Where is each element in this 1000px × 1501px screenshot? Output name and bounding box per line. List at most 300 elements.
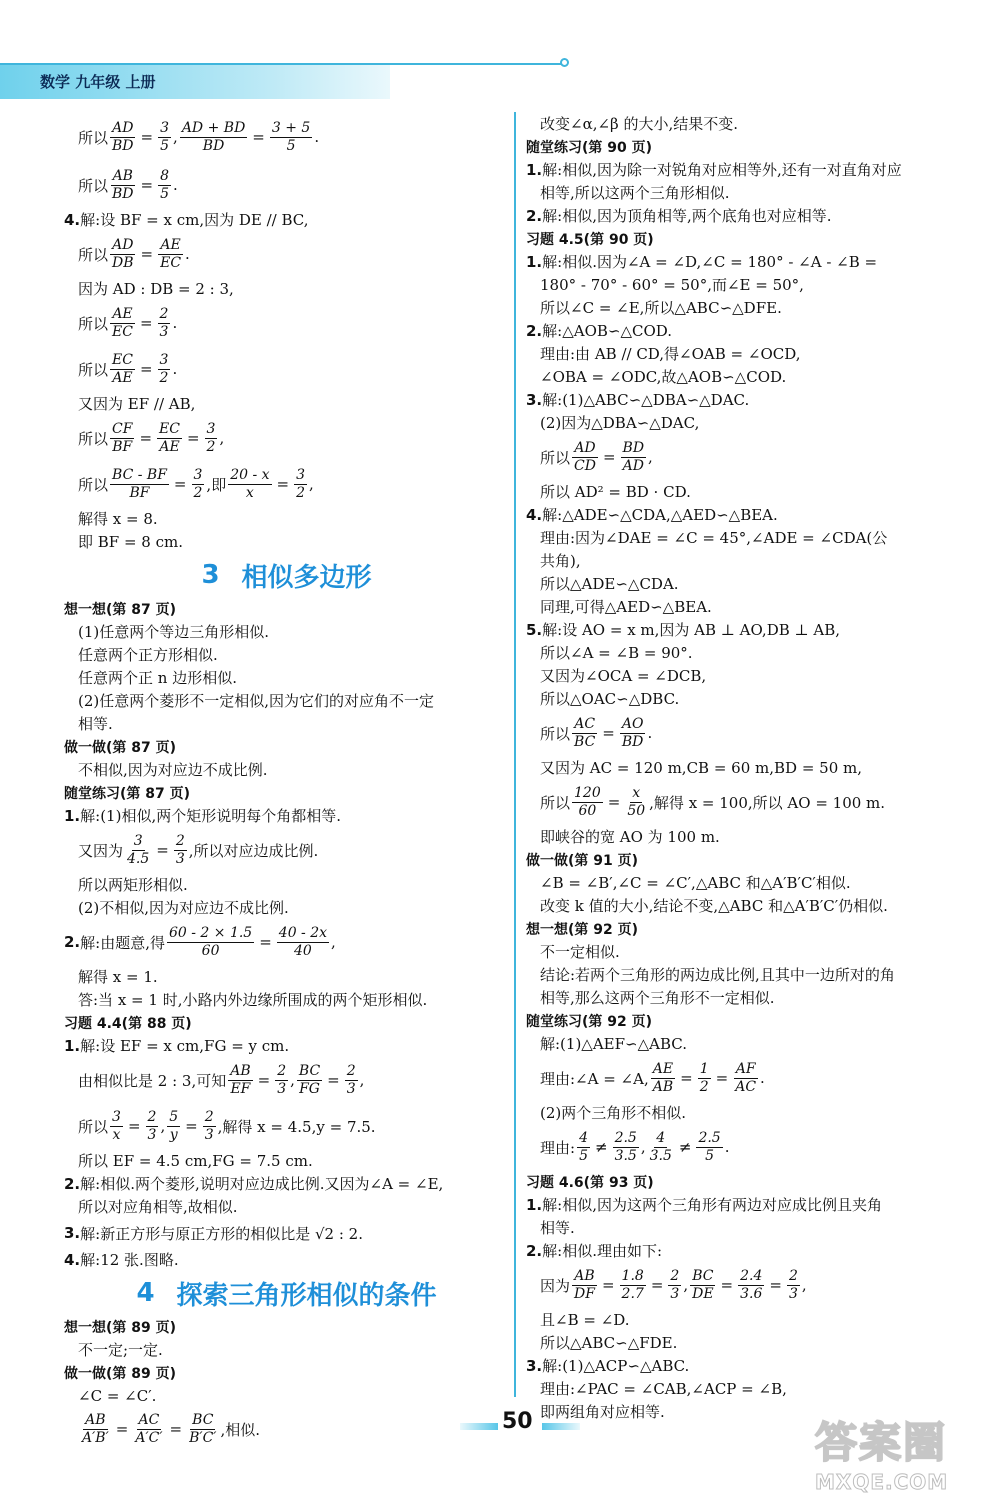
subsection-heading: 随堂练习(第 87 页): [64, 785, 191, 802]
numerator: 3: [193, 466, 203, 483]
fraction: [228, 1063, 252, 1098]
text: 解:相似,因为顶角相等,两个底角也对应相等.: [542, 207, 832, 225]
column-divider: [514, 112, 516, 1397]
text: 因为: [540, 1276, 571, 1295]
answer-item: [64, 1172, 509, 1195]
text: 解:设 AO = x m,因为 AB ⊥ AO,DB ⊥ AB,: [542, 621, 841, 639]
numerator: 20 - x: [230, 466, 270, 483]
text: ,: [359, 1071, 365, 1089]
operator: =: [173, 475, 187, 493]
text-line: (2)任意两个菱形不一定相似,因为它们的对应角不一定: [78, 692, 435, 710]
text: ,: [290, 1071, 295, 1089]
denominator: BC: [574, 733, 596, 750]
numerator: AB: [85, 1411, 106, 1428]
item-number: 2.: [64, 933, 81, 951]
text-line: (2)不相似,因为对应边不成比例.: [78, 899, 289, 917]
fraction: [158, 168, 171, 203]
text-line: 结论:若两个三角形的两边成比例,且其中一边所对的角: [540, 966, 895, 984]
text: 所以: [78, 245, 109, 264]
watermark-logo: [815, 1410, 985, 1495]
answer-item: [526, 1239, 966, 1262]
text: 解:△AOB∽△COD.: [542, 322, 673, 340]
fraction: [174, 833, 187, 868]
numerator: AE: [652, 1060, 674, 1077]
operator: ≠: [678, 1138, 692, 1156]
operator: =: [601, 1276, 615, 1294]
numerator: 1: [699, 1060, 709, 1077]
answer-item: [64, 1034, 509, 1057]
text: 所以: [78, 176, 109, 195]
denominator: AE: [159, 438, 180, 455]
denominator: 2: [193, 484, 203, 501]
denominator: 3: [346, 1080, 356, 1097]
numerator: 2: [175, 832, 185, 849]
numerator: AC: [138, 1411, 160, 1428]
text-line: 不相似,因为对应边不成比例.: [78, 761, 268, 779]
denominator: A′C′: [135, 1429, 163, 1446]
fraction: [228, 467, 271, 502]
fraction: [110, 306, 135, 341]
eq-line: [64, 346, 509, 392]
item-number: 2.: [64, 1174, 81, 1193]
item-number: 1.: [64, 806, 81, 825]
fraction: [167, 925, 254, 960]
denominator: FG: [299, 1080, 320, 1097]
fraction: [698, 1061, 711, 1096]
fraction: [668, 1268, 681, 1303]
denominator: 3: [204, 1126, 214, 1143]
fraction: [146, 1109, 159, 1144]
numerator: AD: [112, 236, 134, 253]
answer-item: [526, 158, 966, 181]
subsection-heading: 习题 4.6(第 93 页): [526, 1174, 654, 1191]
text: 又因为: [78, 841, 124, 860]
numerator: 2: [204, 1108, 214, 1125]
fraction: [345, 1063, 358, 1098]
item-number: 1.: [526, 252, 543, 271]
text: ,: [801, 1276, 807, 1294]
denominator: BD: [112, 137, 134, 154]
denominator: BF: [112, 438, 133, 455]
text: 解:相似,因为这两个三角形有两边对应成比例且夹角: [542, 1196, 882, 1214]
text-line: 理由:∠PAC = ∠CAB,∠ACP = ∠B,: [540, 1380, 787, 1398]
fraction: [133, 1412, 164, 1447]
subsection-heading: 做一做(第 89 页): [64, 1365, 177, 1382]
text-line: 任意两个正方形相似.: [78, 646, 218, 664]
subsection-heading: 随堂练习(第 90 页): [526, 139, 653, 156]
item-number: 3.: [64, 1224, 81, 1242]
denominator: 3: [670, 1285, 680, 1302]
item-number: 2.: [526, 321, 543, 340]
fraction: [203, 1109, 216, 1144]
operator: =: [259, 933, 272, 951]
numerator: CF: [112, 420, 133, 437]
text: ,: [219, 429, 225, 447]
numerator: 3: [112, 1108, 121, 1125]
numerator: 2: [147, 1108, 157, 1125]
text: 所以: [540, 793, 571, 812]
numerator: 5: [169, 1108, 179, 1125]
item-number: 4.: [526, 505, 543, 524]
operator: =: [720, 1276, 734, 1294]
text-line: 解得 x = 8.: [78, 510, 158, 528]
fraction: [187, 1412, 218, 1447]
text: .: [647, 724, 653, 742]
denominator: 50: [627, 802, 646, 819]
text-line: 180° - 70° - 60° = 50°,而∠E = 50°,: [540, 276, 804, 294]
numerator: AE: [160, 236, 181, 253]
denominator: 3: [175, 850, 185, 867]
answer-item: [64, 1248, 509, 1271]
text: 解:相似.两个菱形,说明对应边成比例.又因为∠A = ∠E,: [80, 1175, 444, 1193]
denominator: AC: [735, 1078, 757, 1095]
numerator: 4: [656, 1129, 666, 1146]
text-line: 改变∠α,∠β 的大小,结果不变.: [540, 115, 739, 133]
numerator: 3: [160, 119, 170, 136]
text-line: 所以∠C = ∠E,所以△ABC∽△DFE.: [540, 299, 782, 317]
item-number: 3.: [526, 390, 543, 409]
denominator: EC: [160, 254, 182, 271]
numerator: 120: [574, 784, 601, 801]
text: 解:新正方形与原正方形的相似比是 √2 : 2.: [80, 1224, 363, 1243]
answer-item: [526, 618, 966, 641]
denominator: 4.5: [127, 850, 150, 867]
text-line: 理由:由 AB // CD,得∠OAB = ∠OCD,: [540, 345, 801, 363]
text-line: 且∠B = ∠D.: [540, 1311, 630, 1329]
text-line: 所以△OAC∽△DBC.: [540, 690, 680, 708]
text-line: 相等,所以这两个三角形相似.: [540, 184, 730, 202]
numerator: 2.4: [740, 1267, 763, 1284]
denominator: AE: [112, 369, 133, 386]
item-number: 5.: [526, 620, 543, 639]
text: 所以: [78, 128, 109, 147]
numerator: 3: [159, 351, 169, 368]
text: 所以: [78, 360, 109, 379]
numerator: 2: [670, 1267, 680, 1284]
eq-line: [526, 1055, 966, 1101]
fraction: [651, 1061, 675, 1096]
text: ,解得 x = 100,所以 AO = 100 m.: [649, 793, 886, 812]
subsection-heading: 想一想(第 92 页): [526, 921, 639, 938]
text: ,解得 x = 4.5,y = 7.5.: [217, 1117, 376, 1136]
text-line: ∠OBA = ∠ODC,故△AOB∽△COD.: [540, 368, 787, 386]
text-line: 答:当 x = 1 时,小路内外边缘所围成的两个矩形相似.: [78, 991, 428, 1009]
fraction: [738, 1268, 764, 1303]
operator: =: [169, 1420, 183, 1438]
denominator: 3.5: [649, 1147, 672, 1164]
denominator: BD: [202, 137, 225, 154]
eq-line: [526, 1262, 966, 1308]
numerator: AE: [112, 305, 133, 322]
text-line: 所以△ADE∽△CDA.: [540, 575, 679, 593]
left-column: [64, 112, 509, 1451]
numerator: AB: [112, 167, 133, 184]
denominator: 60: [578, 802, 597, 819]
text-line: 不一定;一定.: [78, 1341, 163, 1359]
eq-line: [526, 1124, 966, 1170]
answer-item: [526, 1354, 966, 1377]
item-number: 4.: [64, 1250, 81, 1269]
text: 解:12 张.图略.: [80, 1251, 179, 1269]
operator: =: [115, 1420, 129, 1438]
eq-line: [64, 231, 509, 277]
text-line: 解得 x = 1.: [78, 968, 158, 986]
text: 解:△ADE∽△CDA,△AED∽△BEA.: [542, 506, 778, 524]
fraction: [572, 1268, 597, 1303]
denominator: 3: [147, 1126, 157, 1143]
section-heading: 探索三角形相似的条件: [176, 1280, 437, 1311]
fraction: [110, 352, 135, 387]
eq-line: [64, 827, 509, 873]
text-line: 相等.: [540, 1219, 575, 1237]
text-line: 相等.: [78, 715, 113, 733]
text-line: ∠B = ∠B′,∠C = ∠C′,△ABC 和△A′B′C′相似.: [540, 874, 851, 892]
denominator: 5: [160, 185, 170, 202]
section-title: [64, 553, 509, 597]
denominator: B′C′: [189, 1429, 217, 1446]
fraction: [294, 467, 307, 502]
text: 解:设 BF = x cm,因为 DE // BC,: [80, 211, 309, 229]
denominator: 60: [201, 942, 220, 959]
operator: =: [139, 314, 153, 332]
numerator: AB: [230, 1062, 251, 1079]
fraction: [572, 716, 597, 751]
numerator: 3: [296, 466, 306, 483]
eq-line: [64, 112, 509, 162]
text: .: [724, 1138, 730, 1156]
text-line: 又因为 AC = 120 m,CB = 60 m,BD = 50 m,: [540, 759, 863, 777]
denominator: CD: [574, 457, 596, 474]
footer-bar-left: [460, 1423, 498, 1430]
fraction: [110, 467, 169, 502]
answer-item: [526, 503, 966, 526]
header-line: [0, 63, 565, 65]
text: 所以: [540, 448, 571, 467]
text: .: [760, 1069, 765, 1087]
text: .: [185, 245, 190, 263]
eq-line: [64, 1407, 509, 1451]
operator: =: [156, 841, 169, 859]
watermark-main: 答案圈: [815, 1418, 948, 1467]
text: 解:由题意,得: [80, 933, 165, 952]
answer-item: [64, 919, 509, 965]
denominator: 2: [296, 484, 306, 501]
answer-item: [64, 1218, 509, 1248]
text-line: 所以对应角相等,故相似.: [78, 1198, 238, 1216]
fraction: [690, 1268, 715, 1303]
operator: =: [140, 245, 154, 263]
text: ,所以对应边成比例.: [188, 841, 319, 860]
answer-item: [526, 319, 966, 342]
text-line: 同理,可得△AED∽△BEA.: [540, 598, 712, 616]
text: 所以: [78, 314, 109, 333]
denominator: 2.7: [621, 1285, 644, 1302]
numerator: 4: [579, 1129, 588, 1146]
text: 所以: [540, 724, 571, 743]
operator: =: [276, 475, 290, 493]
denominator: x: [245, 484, 254, 501]
subsection-heading: 习题 4.4(第 88 页): [64, 1015, 192, 1032]
denominator: BF: [129, 484, 150, 501]
fraction: [110, 168, 136, 203]
denominator: 3.6: [740, 1285, 763, 1302]
numerator: 40 - 2x: [278, 924, 328, 941]
fraction: [110, 120, 136, 155]
eq-line: [64, 1103, 509, 1149]
text-line: 相等,那么这两个三角形不一定相似.: [540, 989, 775, 1007]
item-number: 1.: [526, 1195, 543, 1214]
operator: =: [127, 1117, 141, 1135]
numerator: BC: [298, 1062, 321, 1079]
item-number: 2.: [526, 1241, 543, 1260]
fraction: [696, 1130, 722, 1165]
numerator: AC: [574, 715, 596, 732]
numerator: AB: [574, 1267, 595, 1284]
denominator: 3: [159, 323, 169, 340]
footer-bar-right: [542, 1423, 580, 1430]
operator: =: [602, 448, 616, 466]
eq-line: [64, 300, 509, 346]
denominator: 40: [294, 942, 312, 959]
text: .: [173, 176, 178, 194]
denominator: DB: [112, 254, 134, 271]
fraction: [620, 1268, 646, 1303]
fraction: [572, 785, 603, 820]
denominator: 3: [277, 1080, 287, 1097]
fraction: [110, 421, 134, 456]
subsection-heading: 做一做(第 87 页): [64, 739, 177, 756]
eq-line: [64, 461, 509, 507]
text-line: 因为 AD : DB = 2 : 3,: [78, 280, 234, 298]
fraction: [158, 237, 183, 272]
numerator: 60 - 2 × 1.5: [168, 924, 253, 941]
text: 所以: [78, 1117, 109, 1136]
text: 解:(1)△ABC∽△DBA∽△DAC.: [542, 391, 750, 409]
numerator: AD: [112, 119, 134, 136]
numerator: 2: [277, 1062, 287, 1079]
denominator: 2: [699, 1078, 709, 1095]
fraction: [613, 1130, 639, 1165]
fraction: [167, 1109, 180, 1144]
section-number: 4: [136, 1278, 155, 1308]
fraction: [80, 1412, 111, 1447]
item-number: 4.: [64, 210, 81, 229]
numerator: 3: [206, 420, 216, 437]
fraction: [621, 440, 647, 475]
numerator: 2: [788, 1267, 798, 1284]
denominator: 5: [705, 1147, 715, 1164]
fraction: [733, 1061, 758, 1096]
operator: =: [607, 793, 621, 811]
numerator: BC - BF: [112, 466, 167, 483]
section-number: 3: [201, 560, 220, 590]
numerator: 3 + 5: [271, 119, 311, 136]
denominator: 5: [160, 137, 170, 154]
operator: =: [140, 176, 154, 194]
text: ,: [309, 475, 314, 493]
text-line: (2)因为△DBA∽△DAC,: [540, 414, 700, 432]
numerator: 8: [160, 167, 170, 184]
subsection-heading: 随堂练习(第 92 页): [526, 1013, 653, 1030]
numerator: BD: [622, 439, 645, 456]
text: .: [172, 360, 178, 378]
denominator: EC: [112, 323, 133, 340]
fraction: [158, 306, 171, 341]
numerator: BC: [192, 1411, 214, 1428]
eq-line: [526, 779, 966, 825]
text-line: 所以两矩形相似.: [78, 876, 188, 894]
numerator: AO: [621, 715, 644, 732]
eq-line: [64, 1057, 509, 1103]
denominator: AD: [622, 457, 644, 474]
item-number: 1.: [64, 1036, 81, 1055]
text-line: 改变 k 值的大小,结论不变,△ABC 和△A′B′C′仍相似.: [540, 897, 888, 915]
text-line: 任意两个正 n 边形相似.: [78, 669, 237, 687]
page-footer: [460, 1409, 590, 1443]
book-tag: 数学 九年级 上册: [40, 73, 156, 91]
numerator: 2.5: [698, 1129, 721, 1146]
operator: =: [257, 1071, 271, 1089]
page-number: 50: [502, 1409, 533, 1434]
text-line: 共角),: [540, 552, 581, 570]
subsection-heading: 做一做(第 91 页): [526, 852, 639, 869]
header-dot-icon: [560, 58, 569, 67]
fraction: [158, 352, 171, 387]
text-line: 不一定相似.: [540, 943, 620, 961]
fraction: [297, 1063, 322, 1098]
denominator: DE: [692, 1285, 714, 1302]
section-title: [64, 1271, 509, 1315]
operator: =: [602, 724, 615, 742]
text-line: 即峡谷的宽 AO 为 100 m.: [540, 828, 720, 846]
operator: =: [139, 429, 153, 447]
denominator: 5: [286, 137, 296, 154]
text-line: 理由:因为∠DAE = ∠C = 45°,∠ADE = ∠CDA(公: [540, 529, 888, 547]
operator: =: [650, 1276, 664, 1294]
watermark-site: MXQE.COM: [815, 1470, 949, 1494]
text-line: 即两组角对应相等.: [540, 1403, 665, 1421]
eq-line: [526, 434, 966, 480]
denominator: AB: [652, 1078, 674, 1095]
text: ,: [173, 128, 178, 146]
numerator: AF: [735, 1060, 756, 1077]
fraction: [157, 421, 182, 456]
text-line: 解:(1)△AEF∽△ABC.: [540, 1035, 687, 1053]
text-line: ∠C = ∠C′.: [78, 1386, 157, 1405]
eq-line: [64, 415, 509, 461]
text: 解:(1)相似,两个矩形说明每个角都相等.: [80, 807, 341, 825]
text-line: 所以 AD² = BD · CD.: [540, 483, 691, 501]
fraction: [620, 716, 646, 751]
answer-item: [526, 1193, 966, 1216]
denominator: BD: [112, 185, 134, 202]
text: 所以: [78, 475, 109, 494]
text: 由相似比是 2 : 3,可知: [78, 1071, 227, 1090]
fraction: [577, 1130, 590, 1165]
section-heading: 相似多边形: [241, 562, 372, 593]
denominator: EF: [230, 1080, 251, 1097]
operator: =: [252, 128, 265, 146]
operator: =: [327, 1071, 340, 1089]
text: .: [314, 128, 320, 146]
fraction: [125, 833, 151, 868]
denominator: DF: [574, 1285, 595, 1302]
answer-item: [64, 804, 509, 827]
text: ,即: [206, 475, 227, 494]
text-line: 所以∠A = ∠B = 90°.: [540, 644, 693, 662]
operator: ≠: [594, 1138, 608, 1156]
denominator: 3: [788, 1285, 798, 1302]
